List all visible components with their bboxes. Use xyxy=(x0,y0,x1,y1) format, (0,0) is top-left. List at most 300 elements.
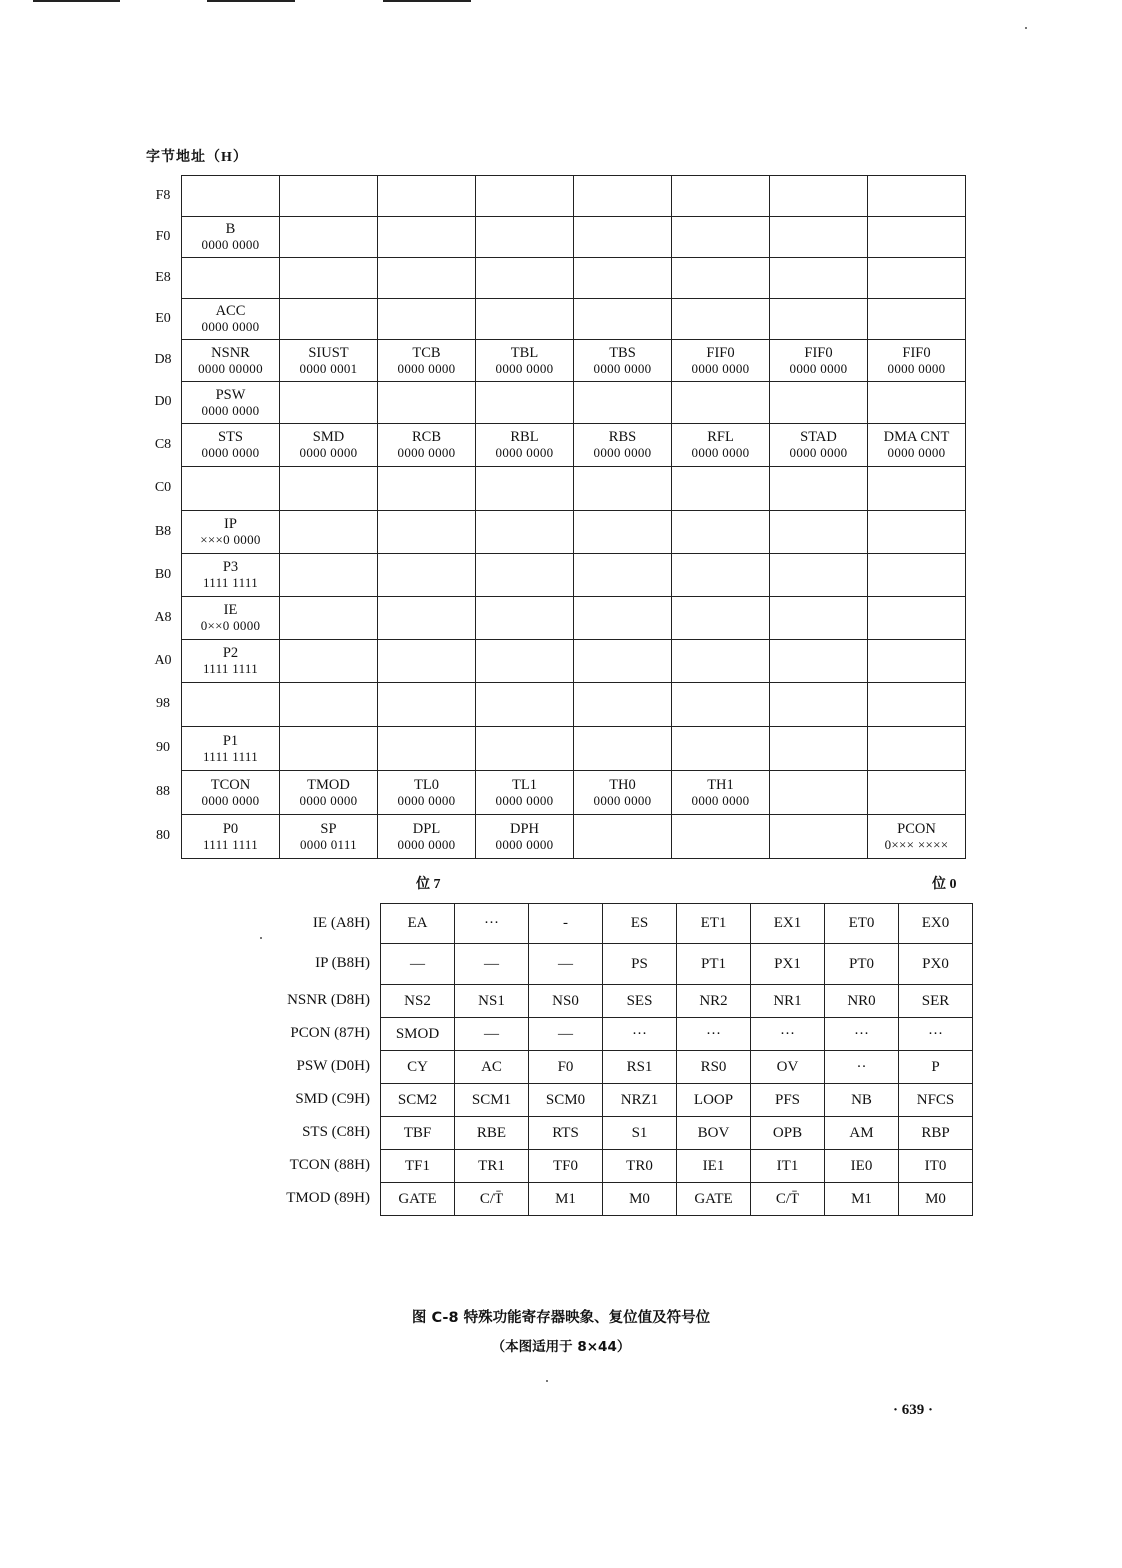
row-address: F8 xyxy=(155,187,171,203)
map-cell xyxy=(182,771,280,815)
map-cell xyxy=(672,382,770,424)
bit-cell: - xyxy=(529,904,603,944)
reset-value: 0000 0000 xyxy=(495,792,554,808)
reset-value: 0000 0000 xyxy=(789,360,848,376)
map-cell xyxy=(280,217,378,258)
map-cell xyxy=(476,511,574,554)
map-cell xyxy=(378,340,476,382)
reset-value: 0000 0000 xyxy=(887,445,946,460)
map-cell xyxy=(182,258,280,299)
map-cell xyxy=(280,597,378,640)
map-cell xyxy=(868,554,966,597)
map-cell xyxy=(280,683,378,727)
reset-value: 0000 0000 xyxy=(299,445,358,460)
map-cell xyxy=(574,258,672,299)
register-name: PSW xyxy=(215,386,246,403)
map-row xyxy=(182,554,966,597)
bit-cell: — xyxy=(455,944,529,985)
map-cell xyxy=(378,554,476,597)
bit-cell: M1 xyxy=(825,1183,899,1216)
bit-cell: PX0 xyxy=(899,944,973,985)
map-cell xyxy=(574,217,672,258)
map-row xyxy=(182,815,966,859)
reset-value: 0000 0000 xyxy=(691,792,750,808)
register-name: IE xyxy=(223,602,238,618)
bit-cell: TBF xyxy=(381,1117,455,1150)
register-name: TCB xyxy=(412,344,441,361)
bit-cell: SER xyxy=(899,985,973,1018)
map-row xyxy=(182,217,966,258)
map-cell xyxy=(770,258,868,299)
bit-cell: ·· xyxy=(825,1051,899,1084)
map-cell xyxy=(476,340,574,382)
map-cell xyxy=(378,382,476,424)
bit-cell: NR2 xyxy=(677,985,751,1018)
row-address: C0 xyxy=(154,480,172,495)
map-cell xyxy=(770,771,868,815)
map-cell xyxy=(672,771,770,815)
bit-cell: EX0 xyxy=(899,904,973,944)
page-number: · 639 · xyxy=(893,1402,934,1418)
map-cell xyxy=(770,683,868,727)
row-address: D0 xyxy=(154,394,172,409)
bit-register-label: TCON (88H) xyxy=(289,1157,370,1173)
bit-cell: — xyxy=(529,1018,603,1051)
map-row xyxy=(182,511,966,554)
bit-row xyxy=(381,1183,973,1216)
map-cell xyxy=(868,771,966,815)
register-name: RCB xyxy=(411,429,441,445)
register-name: SMD xyxy=(312,429,345,445)
bit-cell: PT0 xyxy=(825,944,899,985)
map-cell xyxy=(476,217,574,258)
map-cell xyxy=(868,597,966,640)
reset-value: 0000 0000 xyxy=(789,445,848,460)
map-cell xyxy=(182,176,280,217)
map-cell xyxy=(378,727,476,771)
map-cell xyxy=(280,382,378,424)
map-cell xyxy=(182,340,280,382)
map-cell xyxy=(672,424,770,467)
register-name: P0 xyxy=(222,820,239,837)
map-cell xyxy=(182,597,280,640)
map-cell xyxy=(378,258,476,299)
reset-value: 0000 0000 xyxy=(201,237,260,252)
bit-cell: P xyxy=(899,1051,973,1084)
bit-cell: ET1 xyxy=(677,904,751,944)
register-name: TCON xyxy=(210,776,251,793)
register-name: STAD xyxy=(800,429,837,445)
bit-register-label: PSW (D0H) xyxy=(296,1058,370,1074)
register-name: TL1 xyxy=(512,776,537,793)
map-cell xyxy=(868,640,966,683)
bit-cell: IE1 xyxy=(677,1150,751,1183)
map-row xyxy=(182,683,966,727)
bit-register-label: PCON (87H) xyxy=(290,1025,370,1041)
bit-cell: IT1 xyxy=(751,1150,825,1183)
map-cell xyxy=(672,176,770,217)
register-name: SP xyxy=(320,820,337,837)
bit-cell: ··· xyxy=(751,1018,825,1051)
register-name: SIUST xyxy=(308,344,349,361)
map-cell xyxy=(672,683,770,727)
bit-cell: RTS xyxy=(529,1117,603,1150)
map-cell xyxy=(574,299,672,340)
bit-cell: BOV xyxy=(677,1117,751,1150)
bit-cell: TF1 xyxy=(381,1150,455,1183)
bit-register-label: IE (A8H) xyxy=(312,914,370,931)
bit-cell: NS0 xyxy=(529,985,603,1018)
map-cell xyxy=(770,727,868,771)
bit-row xyxy=(381,1018,973,1051)
bit-cell: RBP xyxy=(899,1117,973,1150)
bit-register-names xyxy=(240,903,370,1215)
register-name: P1 xyxy=(222,732,239,749)
map-cell xyxy=(378,176,476,217)
map-cell xyxy=(378,467,476,511)
bit-cell: NR1 xyxy=(751,985,825,1018)
map-cell xyxy=(280,554,378,597)
register-name: P3 xyxy=(222,559,239,575)
map-cell xyxy=(868,467,966,511)
reset-value: 1111 1111 xyxy=(202,661,259,676)
reset-value: 0000 0000 xyxy=(495,445,554,460)
map-cell xyxy=(574,467,672,511)
row-address: A0 xyxy=(154,652,172,668)
map-cell xyxy=(280,511,378,554)
bit-symbol-table xyxy=(380,903,973,1216)
bit0-label: 位 0 xyxy=(932,877,957,892)
bit-cell: NS1 xyxy=(455,985,529,1018)
map-cell xyxy=(476,258,574,299)
map-cell xyxy=(182,299,280,340)
map-cell xyxy=(672,299,770,340)
row-address: B0 xyxy=(154,566,172,582)
register-name: NSNR xyxy=(211,344,250,361)
map-cell xyxy=(672,554,770,597)
map-cell xyxy=(280,727,378,771)
map-cell xyxy=(868,299,966,340)
map-row xyxy=(182,771,966,815)
map-cell xyxy=(476,467,574,511)
bit-row xyxy=(381,1051,973,1084)
bit-cell: EX1 xyxy=(751,904,825,944)
bit-cell: PFS xyxy=(751,1084,825,1117)
reset-value: 0000 0000 xyxy=(397,445,456,460)
bit-cell: NR0 xyxy=(825,985,899,1018)
map-cell xyxy=(182,511,280,554)
row-address: C8 xyxy=(154,436,172,452)
register-name: DPL xyxy=(412,820,441,837)
map-cell xyxy=(476,815,574,859)
bit-register-label: STS (C8H) xyxy=(302,1124,370,1140)
map-cell xyxy=(574,176,672,217)
bit-cell: EA xyxy=(381,904,455,944)
bit-register-label: TMOD (89H) xyxy=(286,1190,370,1206)
map-cell xyxy=(672,640,770,683)
map-cell xyxy=(868,176,966,217)
map-cell xyxy=(378,683,476,727)
map-cell xyxy=(770,815,868,859)
map-cell xyxy=(280,176,378,217)
row-address: E0 xyxy=(155,310,171,326)
reset-value: 1111 1111 xyxy=(202,575,259,590)
map-cell xyxy=(182,815,280,859)
bit-cell: — xyxy=(529,944,603,985)
reset-value: 0000 0000 xyxy=(201,319,260,334)
bit-cell: OPB xyxy=(751,1117,825,1150)
map-cell xyxy=(182,554,280,597)
map-cell xyxy=(182,683,280,727)
sfr-map xyxy=(181,175,966,859)
map-cell xyxy=(770,424,868,467)
map-cell xyxy=(378,299,476,340)
register-name: DMA CNT xyxy=(883,429,950,445)
map-cell xyxy=(770,467,868,511)
map-cell xyxy=(182,217,280,258)
map-cell xyxy=(672,258,770,299)
figure-caption-note: （本图适用于 8×44） xyxy=(491,1339,631,1355)
map-cell xyxy=(574,640,672,683)
bit-cell: PT1 xyxy=(677,944,751,985)
bit-cell: — xyxy=(455,1018,529,1051)
row-address: B8 xyxy=(154,523,172,539)
bit-cell: NB xyxy=(825,1084,899,1117)
map-cell xyxy=(280,340,378,382)
map-cell xyxy=(476,597,574,640)
bit-cell: IE0 xyxy=(825,1150,899,1183)
bit-cell: ··· xyxy=(455,904,529,944)
map-cell xyxy=(378,640,476,683)
map-cell xyxy=(182,467,280,511)
map-cell xyxy=(378,597,476,640)
bit-cell: M0 xyxy=(899,1183,973,1216)
bit-register-label: IP (B8H) xyxy=(315,955,370,971)
bit-cell: SCM2 xyxy=(381,1084,455,1117)
register-name: DPH xyxy=(509,820,539,837)
bit-cell: ··· xyxy=(825,1018,899,1051)
map-cell xyxy=(280,424,378,467)
sfr-map-table xyxy=(181,175,966,859)
top-rule xyxy=(207,0,295,2)
reset-value: 1111 1111 xyxy=(202,836,259,852)
map-cell xyxy=(378,511,476,554)
map-cell xyxy=(280,467,378,511)
map-cell xyxy=(868,511,966,554)
reset-value: 0000 0000 xyxy=(593,445,652,460)
register-name: PCON xyxy=(897,820,936,837)
reset-value: 0000 0000 xyxy=(201,792,260,808)
register-name: STS xyxy=(218,429,243,445)
top-rule xyxy=(383,0,471,2)
map-cell xyxy=(182,640,280,683)
register-name: RBL xyxy=(510,429,539,445)
register-name: RBS xyxy=(608,429,637,445)
map-cell xyxy=(574,771,672,815)
bit-cell: PS xyxy=(603,944,677,985)
reset-value: 0000 00000 xyxy=(198,360,263,376)
map-cell xyxy=(672,467,770,511)
map-cell xyxy=(574,511,672,554)
map-cell xyxy=(770,382,868,424)
bit-cell: C/T̄ xyxy=(751,1183,825,1216)
bit-cell: RBE xyxy=(455,1117,529,1150)
bit-row xyxy=(381,944,973,985)
bit-cell: RS1 xyxy=(603,1051,677,1084)
bit-cell: F0 xyxy=(529,1051,603,1084)
map-row xyxy=(182,176,966,217)
map-cell xyxy=(868,727,966,771)
map-cell xyxy=(868,424,966,467)
map-cell xyxy=(574,727,672,771)
map-cell xyxy=(574,597,672,640)
map-cell xyxy=(672,340,770,382)
map-row xyxy=(182,597,966,640)
bit-cell: ··· xyxy=(603,1018,677,1051)
map-cell xyxy=(280,815,378,859)
bit-cell: ES xyxy=(603,904,677,944)
scan-speck xyxy=(546,1380,548,1382)
map-row xyxy=(182,424,966,467)
bit-cell: OV xyxy=(751,1051,825,1084)
register-name: TMOD xyxy=(307,776,350,793)
row-address: E8 xyxy=(155,269,171,285)
bit-cell: GATE xyxy=(677,1183,751,1216)
bit-cell: NS2 xyxy=(381,985,455,1018)
map-cell xyxy=(574,424,672,467)
map-cell xyxy=(476,176,574,217)
bit-cell: S1 xyxy=(603,1117,677,1150)
row-address: 80 xyxy=(156,828,170,843)
row-address-column xyxy=(146,175,180,858)
bit-cell: M1 xyxy=(529,1183,603,1216)
map-cell xyxy=(574,340,672,382)
bit-row xyxy=(381,1084,973,1117)
row-address: A8 xyxy=(154,609,172,625)
reset-value: ×××0 0000 xyxy=(200,532,261,547)
map-cell xyxy=(868,382,966,424)
reset-value: 0000 0111 xyxy=(300,836,357,852)
register-name: P2 xyxy=(222,645,239,661)
reset-value: 0000 0000 xyxy=(691,360,750,376)
row-address: D8 xyxy=(154,352,172,367)
map-cell xyxy=(770,511,868,554)
bit-table xyxy=(380,903,973,1216)
map-row xyxy=(182,258,966,299)
map-cell xyxy=(868,340,966,382)
map-row xyxy=(182,340,966,382)
map-cell xyxy=(574,554,672,597)
map-cell xyxy=(280,258,378,299)
map-cell xyxy=(770,340,868,382)
bit-cell: RS0 xyxy=(677,1051,751,1084)
bit-cell: — xyxy=(381,944,455,985)
bit-register-label: SMD (C9H) xyxy=(295,1091,370,1107)
bit-row xyxy=(381,1150,973,1183)
map-cell xyxy=(770,176,868,217)
bit-cell: LOOP xyxy=(677,1084,751,1117)
bit-cell: AC xyxy=(455,1051,529,1084)
reset-value: 0000 0000 xyxy=(299,792,358,808)
figure-caption: 图 C-8 特殊功能寄存器映象、复位值及符号位 xyxy=(411,1310,711,1326)
map-cell xyxy=(182,382,280,424)
map-cell xyxy=(378,217,476,258)
map-cell xyxy=(476,382,574,424)
map-cell xyxy=(868,258,966,299)
reset-value: 0××0 0000 xyxy=(200,618,261,633)
reset-value: 0000 0000 xyxy=(887,360,946,376)
reset-value: 0000 0000 xyxy=(201,402,260,418)
row-address: 90 xyxy=(156,740,170,755)
map-cell xyxy=(280,299,378,340)
bit-row xyxy=(381,1117,973,1150)
register-name: B xyxy=(225,221,236,237)
bit-cell: AM xyxy=(825,1117,899,1150)
top-rule xyxy=(33,0,120,2)
map-row xyxy=(182,727,966,771)
map-row xyxy=(182,640,966,683)
map-cell xyxy=(378,815,476,859)
map-cell xyxy=(868,217,966,258)
map-cell xyxy=(280,771,378,815)
map-cell xyxy=(770,640,868,683)
map-cell xyxy=(476,424,574,467)
map-row xyxy=(182,467,966,511)
register-name: ACC xyxy=(215,303,246,319)
map-cell xyxy=(574,683,672,727)
reset-value: 0000 0001 xyxy=(299,360,358,376)
scan-speck xyxy=(1025,27,1027,29)
bit-cell: M0 xyxy=(603,1183,677,1216)
register-name: TBL xyxy=(510,344,539,361)
map-cell xyxy=(770,217,868,258)
bit-cell: SCM0 xyxy=(529,1084,603,1117)
map-cell xyxy=(770,299,868,340)
register-name: FIF0 xyxy=(804,344,833,361)
map-cell xyxy=(476,554,574,597)
byte-address-heading: 字节地址（H） xyxy=(146,150,248,165)
reset-value: 0000 0000 xyxy=(397,360,456,376)
bit-register-label: NSNR (D8H) xyxy=(287,992,370,1008)
register-name: TH1 xyxy=(707,776,734,793)
row-address: F0 xyxy=(155,228,171,244)
register-name: TH0 xyxy=(609,776,636,793)
reset-value: 0000 0000 xyxy=(397,836,456,852)
reset-value: 0000 0000 xyxy=(495,360,554,376)
map-cell xyxy=(672,217,770,258)
map-row xyxy=(182,299,966,340)
map-cell xyxy=(280,640,378,683)
register-name: TL0 xyxy=(414,776,439,793)
reset-value: 0000 0000 xyxy=(201,445,260,460)
reset-value: 0000 0000 xyxy=(495,836,554,852)
bit-cell: GATE xyxy=(381,1183,455,1216)
register-name: IP xyxy=(224,516,237,532)
map-cell xyxy=(770,554,868,597)
map-cell xyxy=(672,727,770,771)
map-cell xyxy=(672,597,770,640)
bit-row xyxy=(381,904,973,944)
map-cell xyxy=(574,815,672,859)
bit-cell: SMOD xyxy=(381,1018,455,1051)
map-cell xyxy=(574,382,672,424)
map-cell xyxy=(378,771,476,815)
bit-row xyxy=(381,985,973,1018)
bit-cell: ET0 xyxy=(825,904,899,944)
row-address: 88 xyxy=(156,784,170,799)
map-cell xyxy=(868,815,966,859)
bit-cell: CY xyxy=(381,1051,455,1084)
